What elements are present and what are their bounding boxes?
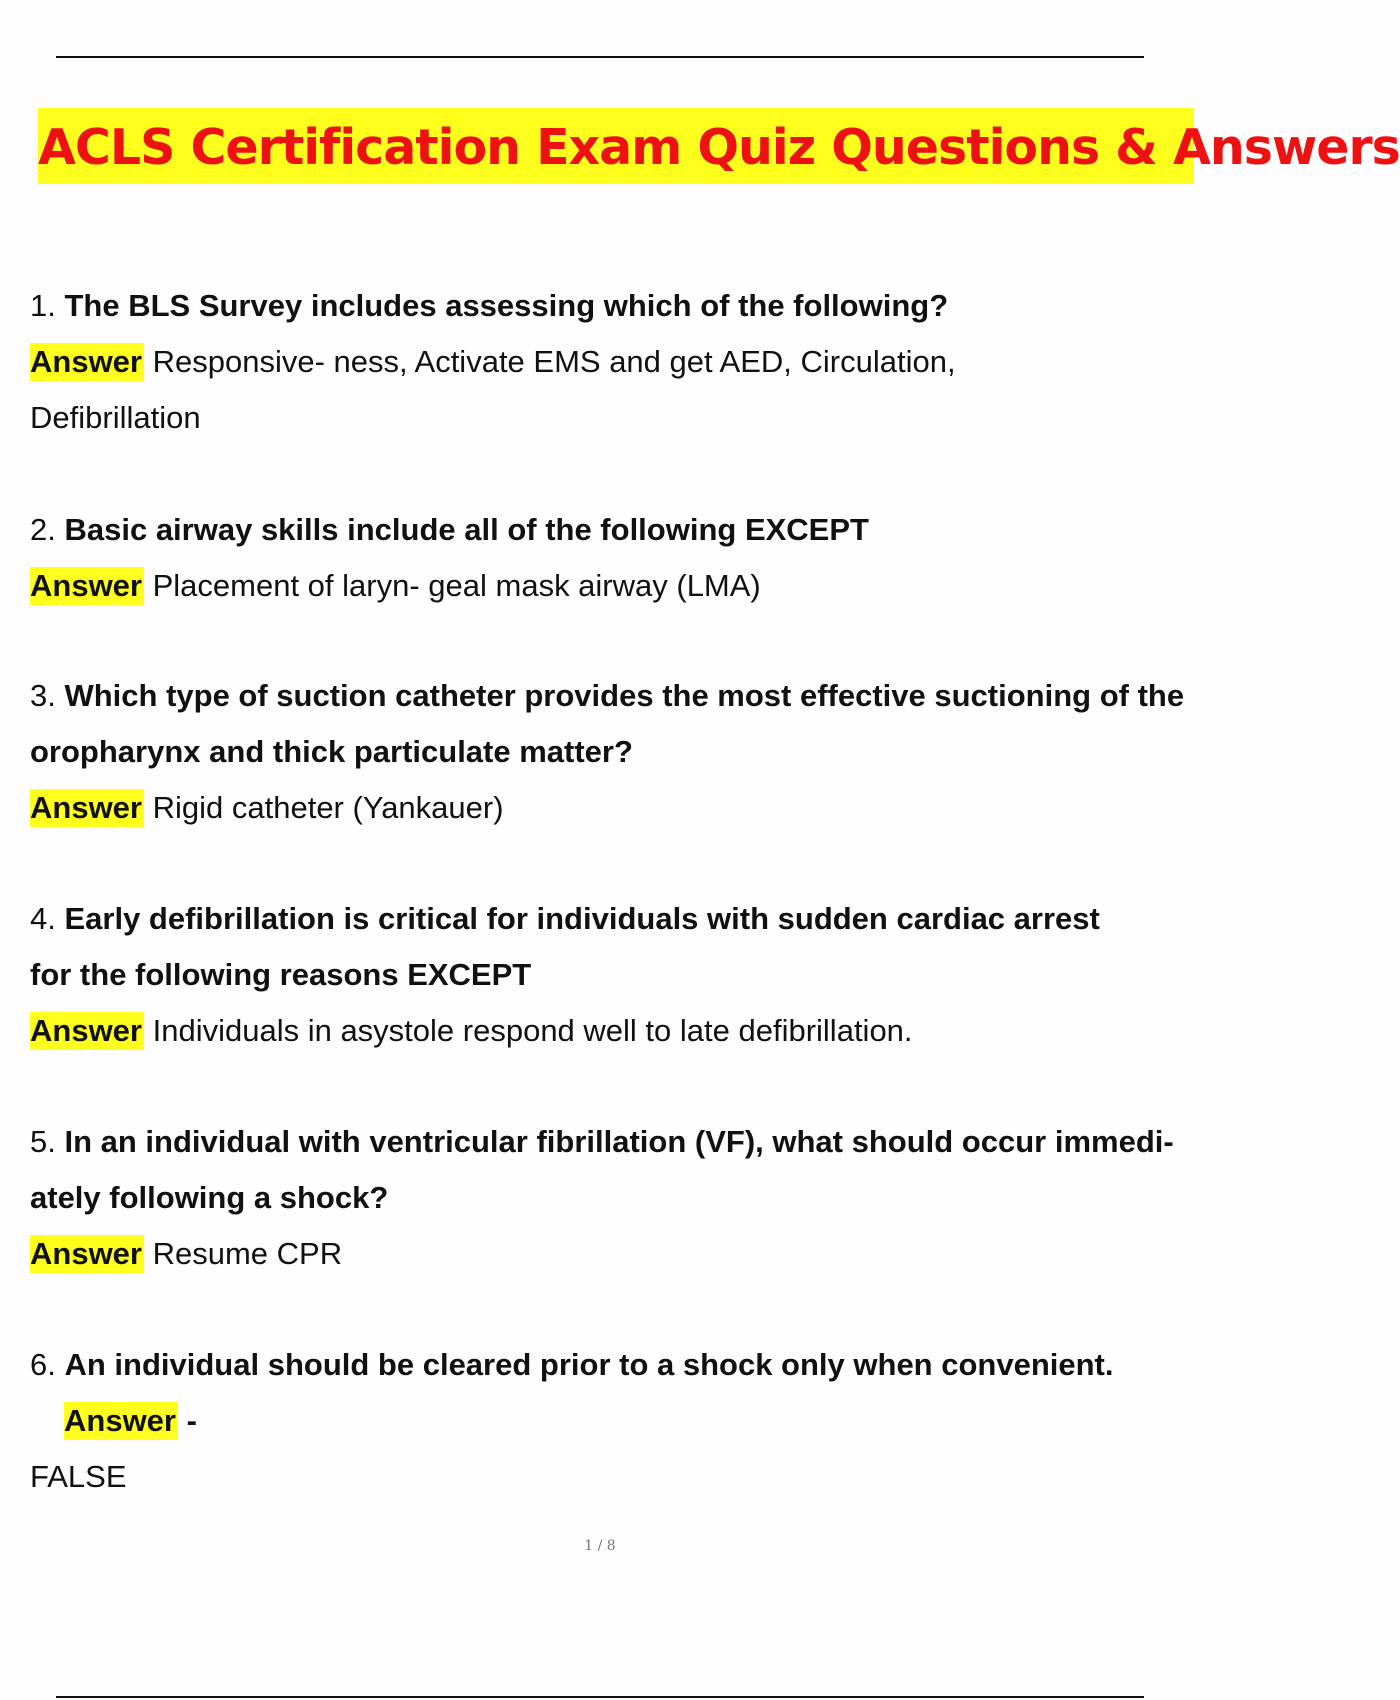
question-number: 1.	[30, 288, 56, 323]
answer-label: Answer	[30, 790, 142, 825]
answer-5	[30, 1226, 1200, 1282]
answer-1-continued	[30, 390, 1200, 446]
answer-text: Defibrillation	[30, 400, 201, 435]
question-text: for the following reasons EXCEPT	[30, 957, 532, 992]
question-text: An individual should be cleared prior to a shock only when convenient.	[64, 1347, 1114, 1382]
qa-item-5	[30, 1114, 1200, 1282]
answer-label: Answer	[30, 1013, 142, 1048]
question-4	[30, 891, 1200, 947]
question-3	[30, 668, 1200, 724]
answer-1	[30, 334, 1200, 390]
bottom-rule	[56, 1696, 1144, 1698]
question-5	[30, 1114, 1200, 1170]
question-number: 5.	[30, 1124, 56, 1159]
answer-text: Rigid catheter (Yankauer)	[152, 790, 504, 825]
answer-label: Answer	[64, 1403, 176, 1438]
top-rule	[56, 56, 1144, 58]
answer-4	[30, 1003, 1200, 1059]
question-5-continued	[30, 1170, 1200, 1226]
question-text: Which type of suction catheter provides the most effective suctioning of the	[64, 678, 1185, 713]
answer-label: Answer	[30, 1236, 142, 1271]
answer-text: FALSE	[30, 1459, 127, 1494]
question-text: Early defibrillation is critical for individuals with sudden cardiac arrest	[64, 901, 1100, 936]
qa-item-2	[30, 502, 1200, 614]
answer-dash: -	[186, 1403, 197, 1438]
qa-item-1	[30, 278, 1200, 446]
question-1	[30, 278, 1200, 334]
question-number: 6.	[30, 1347, 56, 1382]
answer-6-label-line	[30, 1393, 1200, 1449]
question-number: 4.	[30, 901, 56, 936]
question-2	[30, 502, 1200, 558]
page-number: 1 / 8	[584, 1538, 616, 1554]
question-text: In an individual with ventricular fibrillation (VF), what should occur immedi-	[64, 1124, 1174, 1159]
question-number: 2.	[30, 512, 56, 547]
question-4-continued	[30, 947, 1200, 1003]
question-text: The BLS Survey includes assessing which of the following?	[64, 288, 949, 323]
answer-text: Placement of laryn- geal mask airway (LMA)	[152, 568, 761, 603]
answer-2	[30, 558, 1200, 614]
answer-text: Resume CPR	[152, 1236, 343, 1271]
answer-text: Individuals in asystole respond well to late defibrillation.	[152, 1013, 913, 1048]
answer-6	[30, 1449, 1200, 1505]
document-title: ACLS Certification Exam Quiz Questions & Answers	[38, 119, 1400, 176]
answer-text: Responsive- ness, Activate EMS and get AED, Circulation,	[152, 344, 956, 379]
question-text: Basic airway skills include all of the following EXCEPT	[64, 512, 869, 547]
question-text: oropharynx and thick particulate matter?	[30, 734, 633, 769]
answer-3	[30, 780, 1200, 836]
question-text: ately following a shock?	[30, 1180, 389, 1215]
qa-item-3	[30, 668, 1200, 836]
question-number: 3.	[30, 678, 56, 713]
answer-label: Answer	[30, 344, 142, 379]
question-3-continued	[30, 724, 1200, 780]
answer-label: Answer	[30, 568, 142, 603]
qa-item-6	[30, 1337, 1200, 1505]
question-6	[30, 1337, 1200, 1393]
qa-item-4	[30, 891, 1200, 1059]
